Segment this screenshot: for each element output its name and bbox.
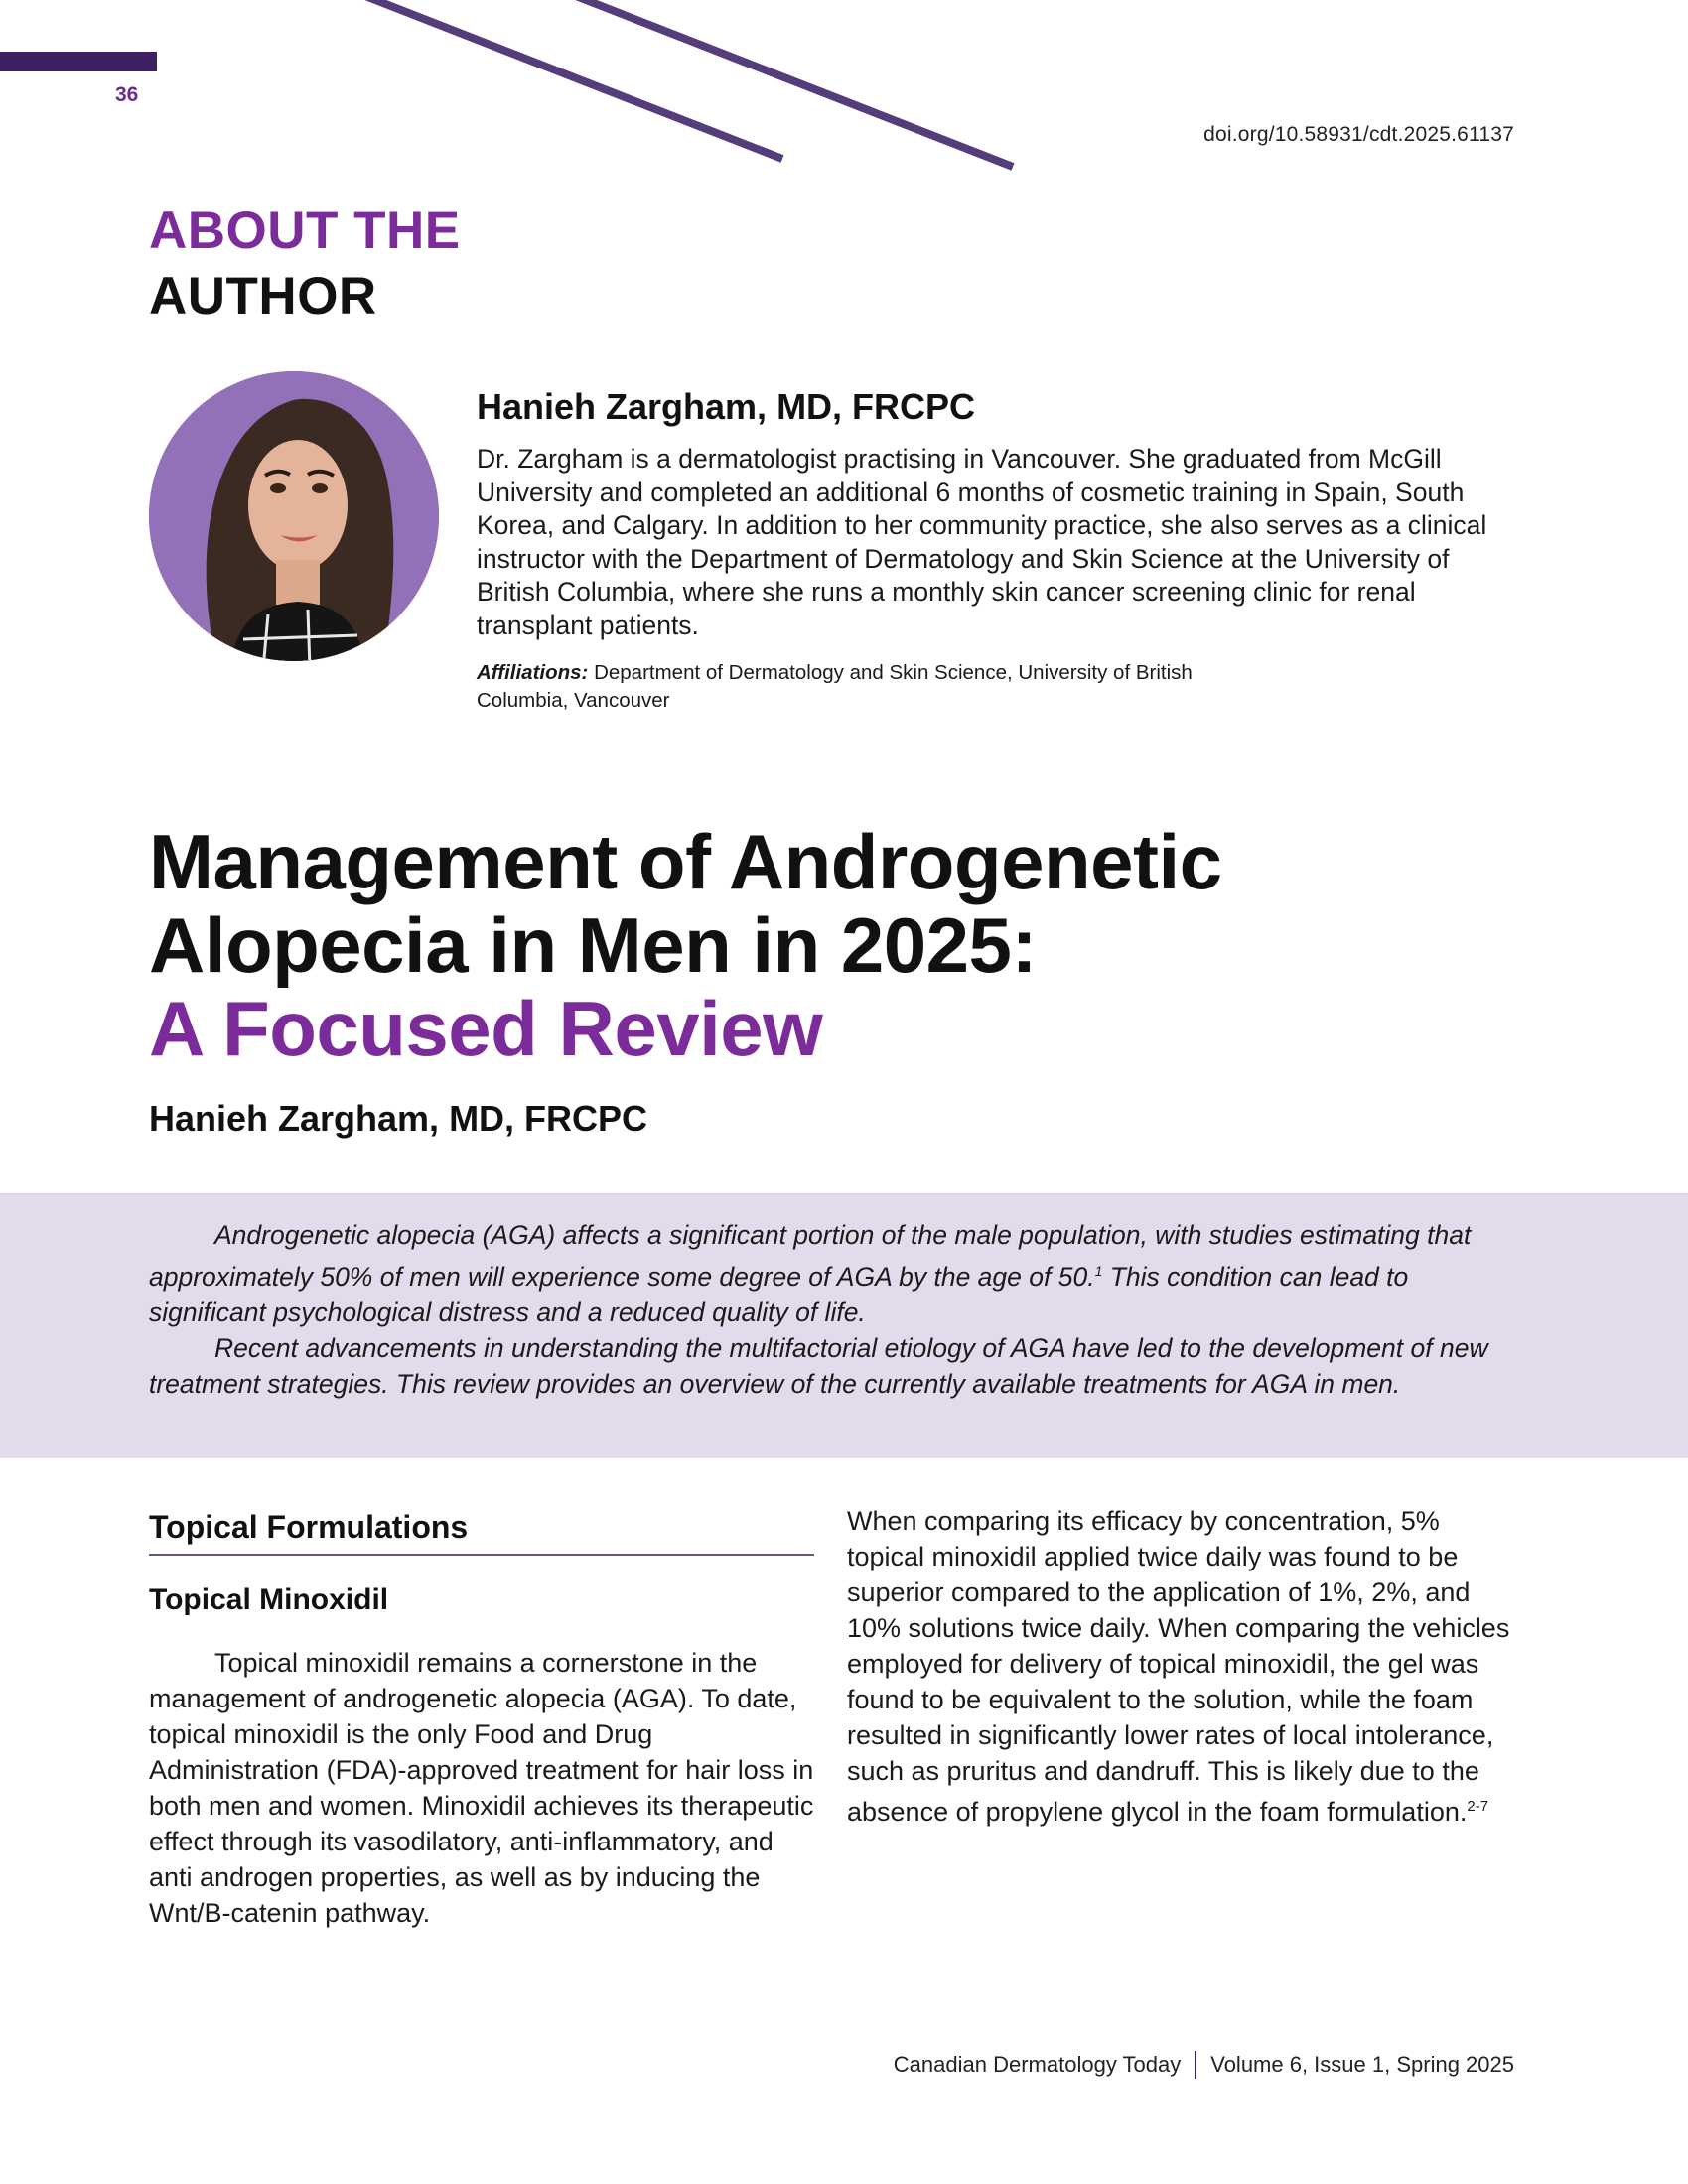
section-heading: Topical Formulations (149, 1509, 814, 1556)
article-title-line1: Management of Androgenetic (149, 818, 1222, 905)
abstract-paragraph-1 (149, 1217, 1519, 1330)
reference-superscript[interactable]: 1 (1094, 1263, 1103, 1279)
abstract-p1-tail: This condition can lead to significant psychological distress and a reduced quality of life. (149, 1261, 1409, 1327)
journal-name: Canadian Dermatology Today (893, 2052, 1182, 2077)
decorative-diagonal-lines (0, 0, 1688, 199)
about-heading-line1: ABOUT THE (149, 202, 461, 260)
issue-info: Volume 6, Issue 1, Spring 2025 (1210, 2052, 1514, 2077)
author-photo (149, 371, 439, 661)
article-title (149, 820, 1222, 1070)
abstract-paragraph-2: Recent advancements in understanding the multifactorial etiology of AGA have led to the development of new treatment strategies. This review provides an overview of the currently available treatments for AGA in men. (149, 1332, 1488, 1399)
author-affiliations (477, 659, 1271, 715)
page-number: 36 (115, 83, 139, 106)
article-byline: Hanieh Zargham, MD, FRCPC (149, 1098, 648, 1139)
author-name: Hanieh Zargham, MD, FRCPC (477, 386, 976, 427)
author-bio: Dr. Zargham is a dermatologist practising in Vancouver. She graduated from McGill University and completed an additional 6 months of cosmetic training in Spain, South Korea, and Calgary. In addition to her community practice, she also serves as a clinical instructor with the Department of Dermatology and Skin Science at the University of British Columbia, where she runs a monthly skin cancer screening clinic for renal transplant patients. (477, 444, 1487, 640)
footer-divider (1195, 2051, 1196, 2079)
left-column (149, 1509, 814, 1931)
page-footer (894, 2051, 1514, 2079)
reference-superscript[interactable]: 2-7 (1467, 1798, 1489, 1815)
affiliations-label: Affiliations: (477, 661, 589, 684)
article-title-line3: A Focused Review (149, 985, 823, 1072)
right-column (847, 1503, 1522, 1830)
affiliations-text: Department of Dermatology and Skin Science, University of British Columbia, Vancouver (477, 661, 1193, 712)
article-title-line2: Alopecia in Men in 2025: (149, 901, 1037, 989)
body-paragraph-right (847, 1503, 1522, 1830)
abstract (149, 1217, 1519, 1402)
author-portrait-icon (149, 371, 439, 661)
body-paragraph-left: Topical minoxidil remains a cornerstone in the management of androgenetic alopecia (AGA). To date, topical minoxidil is the only Food and Drug Administration (FDA)-approved treatment for hair loss in both men and women. Minoxidil achieves its therapeutic effect through its vasodilatory, anti-inflammatory, and anti androgen properties, as well as by inducing the Wnt/B-catenin pathway. (149, 1648, 814, 1928)
about-heading-line2: AUTHOR (149, 267, 377, 326)
subsection-heading: Topical Minoxidil (149, 1583, 389, 1616)
about-the-author-heading (149, 199, 461, 330)
right-paragraph-text: When comparing its efficacy by concentration, 5% topical minoxidil applied twice daily was found to be superior compared to the application of 1%, 2%, and 10% solutions twice daily. When comparing the vehicles employed for delivery of topical minoxidil, the gel was found to be equivalent to the solution, while the foam resulted in significantly lower rates of local intolerance, such as pruritus and dandruff. This is likely due to the absence of propylene glycol in the foam formulation. (847, 1506, 1510, 1827)
doi-link[interactable]: doi.org/10.58931/cdt.2025.61137 (1203, 123, 1514, 146)
abstract-p1-text: Androgenetic alopecia (AGA) affects a significant portion of the male population, with studies estimating that approximately 50% of men will experience some degree of AGA by the age of 50. (149, 1220, 1472, 1292)
